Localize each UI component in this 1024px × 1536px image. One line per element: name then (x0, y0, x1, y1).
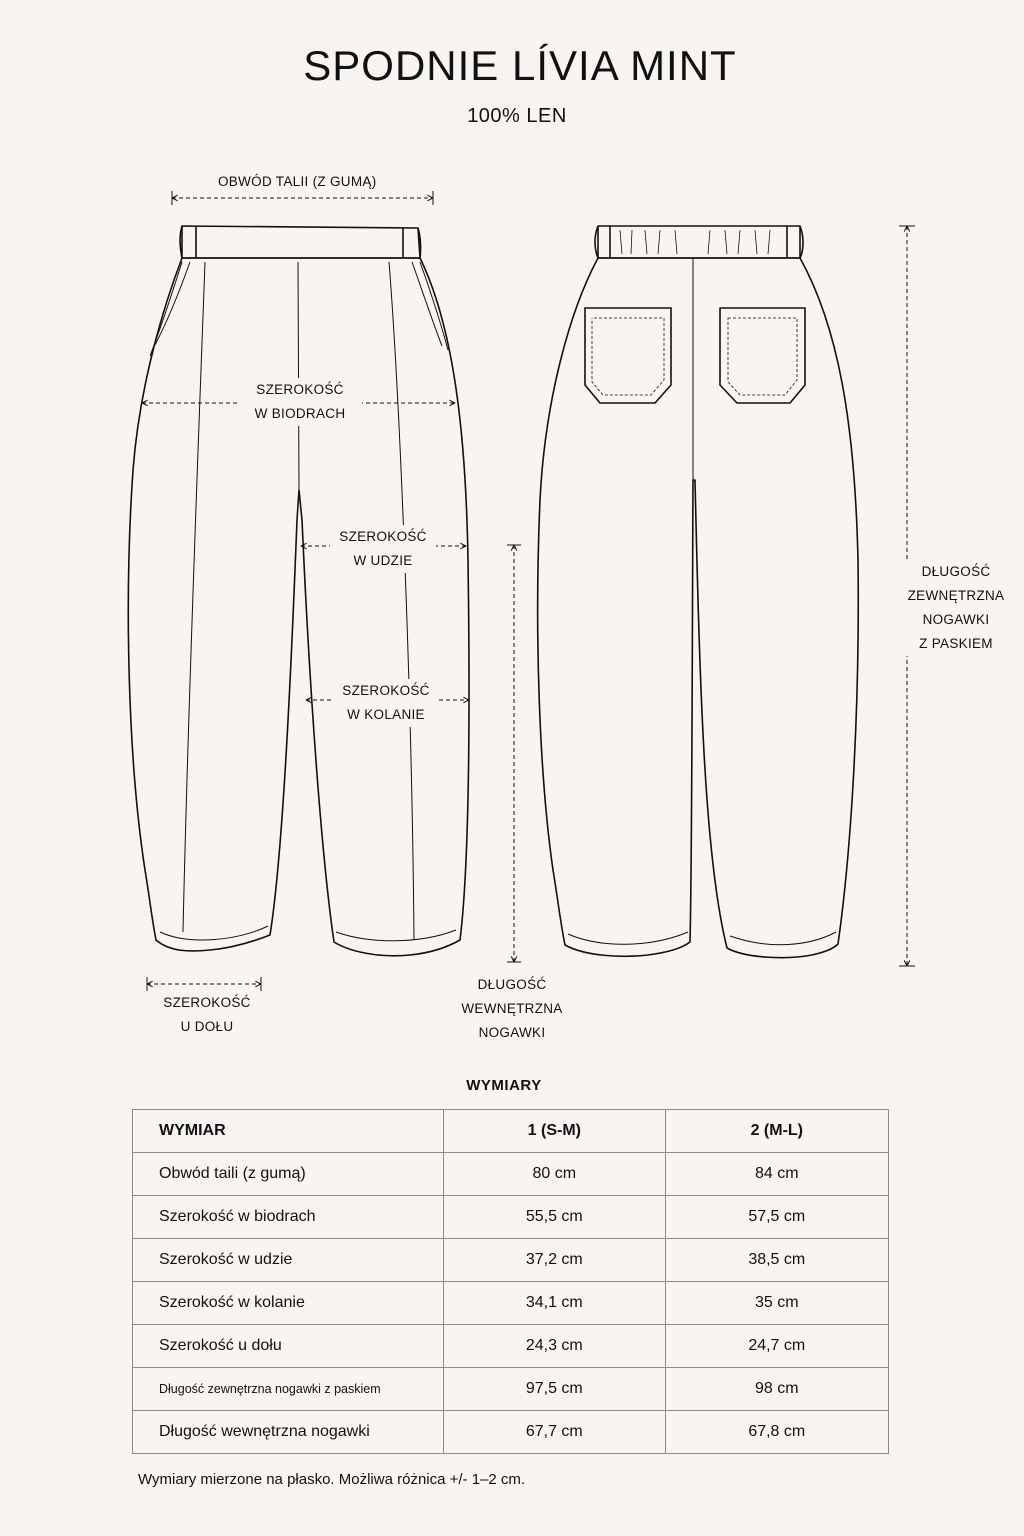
row-value-size-2: 57,5 cm (665, 1196, 888, 1239)
row-label: Obwód taili (z gumą) (133, 1153, 444, 1196)
row-value-size-1: 80 cm (444, 1153, 666, 1196)
header-size-2: 2 (M-L) (665, 1110, 888, 1153)
table-row (133, 1411, 889, 1454)
back-view (538, 226, 859, 958)
row-value-size-2: 67,8 cm (665, 1411, 888, 1454)
table-row (133, 1239, 889, 1282)
hem-label: SZEROKOŚĆ U DOŁU (163, 995, 251, 1034)
thigh-label: SZEROKOŚĆ W UDZIE (330, 525, 436, 573)
outseam-label: DŁUGOŚĆ ZEWNĘTRZNA NOGAWKI Z PASKIEM (904, 560, 1008, 656)
page-title: SPODNIE LÍVIA MINT (303, 42, 737, 89)
row-value-size-1: 34,1 cm (444, 1282, 666, 1325)
row-value-size-1: 97,5 cm (444, 1368, 666, 1411)
measurement-arrows (142, 191, 915, 991)
row-value-size-2: 24,7 cm (665, 1325, 888, 1368)
knee-label: SZEROKOŚĆ W KOLANIE (334, 679, 438, 727)
row-value-size-2: 84 cm (665, 1153, 888, 1196)
row-label: Szerokość u dołu (133, 1325, 444, 1368)
back-right-pocket (720, 308, 805, 403)
table-row (133, 1282, 889, 1325)
table-header-row (133, 1110, 889, 1153)
row-value-size-2: 98 cm (665, 1368, 888, 1411)
row-label: Szerokość w udzie (133, 1239, 444, 1282)
row-value-size-2: 35 cm (665, 1282, 888, 1325)
inseam-label: DŁUGOŚĆ WEWNĘTRZNA NOGAWKI (461, 977, 563, 1040)
table-row (133, 1325, 889, 1368)
row-value-size-2: 38,5 cm (665, 1239, 888, 1282)
measurement-note: Wymiary mierzone na płasko. Możliwa różnica +/- 1–2 cm. (138, 1471, 526, 1488)
row-label: Długość zewnętrzna nogawki z paskiem (133, 1368, 444, 1411)
front-waistband (182, 226, 420, 258)
front-view (128, 226, 469, 956)
row-value-size-1: 55,5 cm (444, 1196, 666, 1239)
header-size-1: 1 (S-M) (444, 1110, 666, 1153)
row-label: Szerokość w kolanie (133, 1282, 444, 1325)
dimensions-table (132, 1109, 889, 1454)
header-measurement: WYMIAR (133, 1110, 444, 1153)
row-label: Długość wewnętrzna nogawki (133, 1411, 444, 1454)
hip-label: SZEROKOŚĆ W BIODRACH (238, 378, 362, 426)
row-value-size-1: 24,3 cm (444, 1325, 666, 1368)
row-label: Szerokość w biodrach (133, 1196, 444, 1239)
row-value-size-1: 67,7 cm (444, 1411, 666, 1454)
waist-label: OBWÓD TALII (Z GUMĄ) (218, 174, 377, 189)
row-value-size-1: 37,2 cm (444, 1239, 666, 1282)
table-row (133, 1368, 889, 1411)
table-title: WYMIARY (466, 1077, 542, 1094)
material-subtitle: 100% LEN (467, 105, 567, 127)
table-row (133, 1153, 889, 1196)
table-row (133, 1196, 889, 1239)
